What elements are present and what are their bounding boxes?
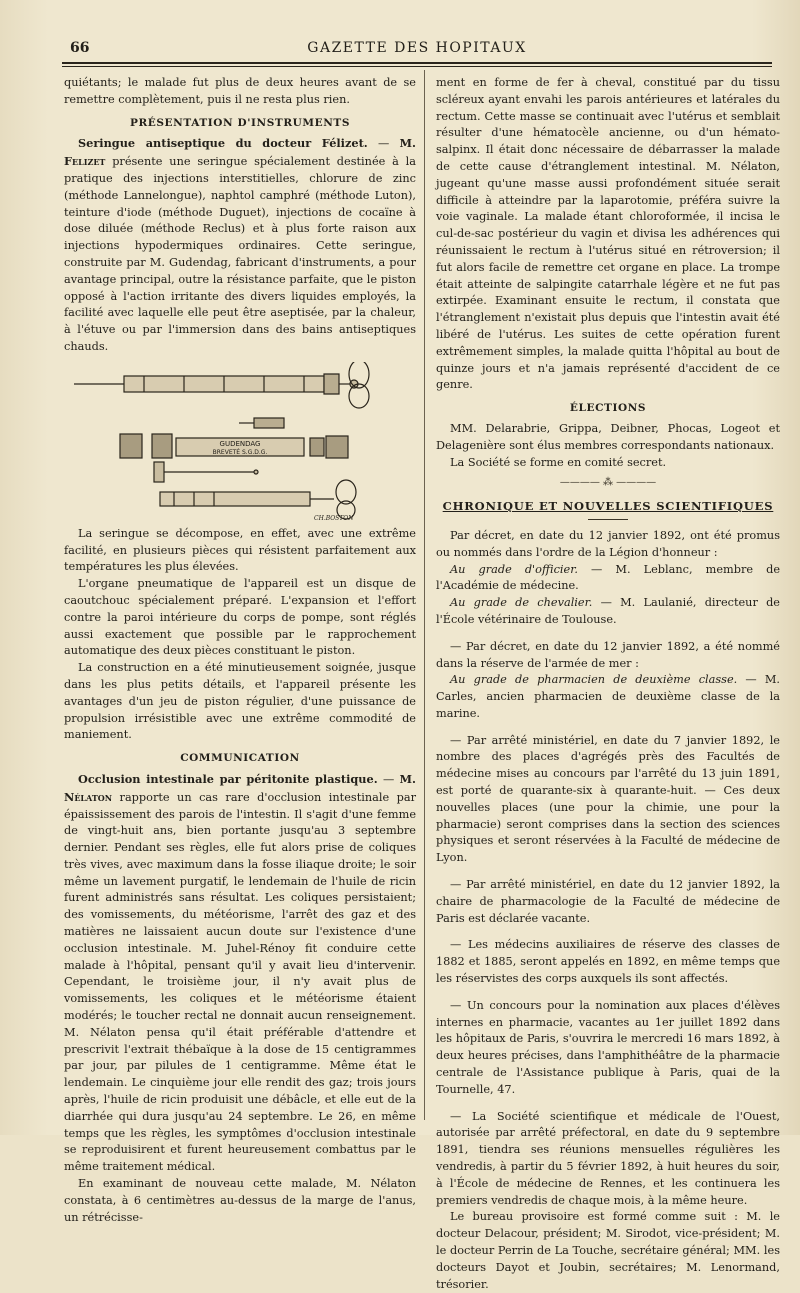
section-heading: PRÉSENTATION D'INSTRUMENTS xyxy=(129,116,351,129)
short-rule xyxy=(588,519,628,520)
paragraph: Occlusion intestinale par péritonite plastique. — M. Nélaton rapporte un cas rare d'occlusion intestinale par épaississement des parois de l'intestin. Il s'agit d'une femme de vingt-huit ans, bien portante jusqu'au 3 septembre dernier. Pendant ses règles, elle fut alors prise de coliques très vives, avec maximum dans la fosse iliaque droite; le soir même un lavement purgatif, le lendemain de l'huile de ricin furent administrés sans résultat. Les coliques persistaient; des vomissements, du météorisme, l'arrêt des gaz et des matières ne laissaient aucun doute sur l'existence d'une occlusion intestinale. M. Juhel-Rénoy fit conduire cette malade à l'hôpital, pensant qu'il y avait lieu d'intervenir. Cependant, le troisième jour, il n'y avait plus de vomissements, les coliques et le météorisme étaient modérés; le toucher rectal ne donnait aucun renseignement. M. Nélaton pensa qu'il était préférable d'attendre et prescrivit l'extrait thébaïque à la dose de 15 centigrammes par jour, par pilules de 1 centigramme. Même état le lendemain. Le cinquième jour elle rendit des gaz; trois jours après, l'huile de ricin produisit une débâcle, et elle eut de la diarrhée qui dura jusqu'au 24 septembre. Le 26, en même temps que les règles, les symptômes d'occlusion intestinale se reproduisirent et furent heureusement combattus par le même traitement médical. xyxy=(64,771,416,1174)
paragraph: quiétants; le malade fut plus de deux heures avant de se remettre complètement, puis il ne resta plus rien. xyxy=(64,76,416,106)
header-rule-thin xyxy=(62,66,772,67)
journal-title: GAZETTE DES HOPITAUX xyxy=(307,40,527,56)
paragraph: La construction en a été minutieusement soignée, jusque dans les plus petits détails, et l'appareil présente les avantages d'un jeu de piston régulier, d'une puissance de propulsion irrésistible avec une extrême commodité de maniement. xyxy=(64,661,416,742)
column-divider xyxy=(424,70,425,1120)
header-rule xyxy=(62,62,772,64)
section-heading: COMMUNICATION xyxy=(180,752,300,765)
author-name: M. Nélaton xyxy=(64,771,416,804)
paragraph: — Un concours pour la nomination aux places d'élèves internes en pharmacie, vacantes au 1er juillet 1892 dans les hôpitaux de Paris, s'ouvrira le mercredi 16 mars 1892, à deux heures précises, dans l'amphithéâtre de la pharmacie centrale de l'Assistance publique à Paris, quai de la Tournelle, 47. xyxy=(436,998,780,1096)
right-column xyxy=(436,75,780,1293)
syringe-figure xyxy=(64,362,416,522)
article-title: Occlusion intestinale par péritonite plastique. xyxy=(78,771,378,786)
paragraph: ment en forme de fer à cheval, constitué par du tissu scléreux ayant envahi les parois antérieures et latérales du rectum. Cette masse se continuait avec l'utérus et semblait résulter d'une hématocèle ancienne, ou d'un hémato-salpinx. Il était donc nécessaire de débarrasser la malade de cette cause d'étranglement intestinal. M. Nélaton, jugeant qu'une masse aussi profondément située serait difficile à atteindre par la laparotomie, préféra suivre la voie vaginale. La malade étant chloroformée, il incisa le cul-de-sac postérieur du vagin et divisa les adhérences qui réunissaient le rectum à l'utérus situé en rétroversion; il fut alors facile de remettre cet organe en place. La trompe était atteinte de salpingite catarrhale légère et ne fut pas extirpée. Examinant ensuite le rectum, il constata que l'étranglement n'existait plus depuis que l'intestin avait été libéré de l'utérus. Les suites de cette opération furent extrêmement simples, la malade quitta l'hôpital au bout de quinze jours et n'a jamais représenté d'accident de ce genre. xyxy=(436,76,780,392)
page-number: 66 xyxy=(70,40,90,56)
left-column xyxy=(64,75,416,1226)
paragraph: La Société se forme en comité secret. xyxy=(450,455,667,469)
section-heading: CHRONIQUE ET NOUVELLES SCIENTIFIQUES xyxy=(442,499,774,514)
paragraph: — Par arrêté ministériel, en date du 12 janvier 1892, la chaire de pharmacologie de la Faculté de médecine de Paris est déclarée vacante. xyxy=(436,878,780,925)
paragraph: — Par arrêté ministériel, en date du 7 janvier 1892, le nombre des places d'agrégés près des Facultés de médecine mises au concours par l'arrêté du 13 juin 1891, est porté de quarante-six à quarante-huit. — Ces deux nouvelles places (une pour la chimie, une pour la pharmacie) seront comprises dans la section des sciences physiques et seront réservées à la Faculté de médecine de Lyon. xyxy=(436,733,780,865)
paragraph: Au grade de pharmacien de deuxième classe. — M. Carles, ancien pharmacien de deuxième classe de la marine. xyxy=(436,673,781,720)
paragraph: Seringue antiseptique du docteur Félizet. — M. Felizet présente une seringue spécialement destinée à la pratique des injections interstitielles, chlorure de zinc (méthode Lannelongue), naphtol camphré (méthode Luton), teinture d'iode (méthode Duguet), injections de cocaïne à dose diluée (méthode Reclus) et à plus forte raison aux injections hypodermiques ordinaires. Cette seringue, construite par M. Gudendag, fabricant d'instruments, a pour avantage principal, outre la résistance parfaite, que le piston opposé à l'action irritante des divers liquides employés, la facilité avec laquelle elle peut être aseptisée, par la chaleur, à l'étuve ou par l'immersion dans des bains antiseptiques chauds. xyxy=(64,136,416,353)
page-header xyxy=(62,38,772,60)
section-heading: ÉLECTIONS xyxy=(569,402,647,415)
engraver-signature: CH.BOSTON xyxy=(314,514,354,522)
paragraph: Le bureau provisoire est formé comme suit : M. le docteur Delacour, président; M. Sirodot, vice-président; M. le docteur Perrin de La Touche, secrétaire général; MM. les docteurs Dayot et Joubin, secrétaires; M. Lenormand, trésorier. xyxy=(436,1210,780,1291)
paragraph: Au grade de chevalier. — M. Laulanié, directeur de l'École vétérinaire de Toulouse. xyxy=(436,596,780,626)
author-name: M. Felizet xyxy=(64,136,416,169)
paragraph: — Les médecins auxiliaires de réserve des classes de 1882 et 1885, seront appelés en 1892, en même temps que les réservistes des corps auxquels ils sont affectés. xyxy=(436,938,780,986)
figure-label: GUDENDAG xyxy=(219,439,261,448)
paragraph: Par décret, en date du 12 janvier 1892, ont été promus ou nommés dans l'ordre de la Légion d'honneur : xyxy=(436,528,780,559)
paragraph: MM. Delarabrie, Grippa, Deibner, Phocas, Logeot et Delagenière sont élus membres correspondants nationaux. xyxy=(436,421,780,452)
paragraph: L'organe pneumatique de l'appareil est un disque de caoutchouc spécialement préparé. L'expansion et l'effort contre la paroi intérieure du corps de pompe, sont réglés aussi exactement que possible par le rapprochement automatique des deux pièces constituant le piston. xyxy=(64,577,416,658)
paragraph: En examinant de nouveau cette malade, M. Nélaton constata, à 6 centimètres au-dessus de la marge de l'anus, un rétrécisse- xyxy=(64,1177,416,1224)
syringe-illustration xyxy=(64,362,416,522)
paragraph: La seringue se décompose, en effet, avec une extrême facilité, en plusieurs pièces qui résistent parfaitement aux températures les plus élevées. xyxy=(64,526,416,574)
paragraph: — La Société scientifique et médicale de l'Ouest, autorisée par arrêté préfectoral, en date du 9 septembre 1891, tiendra ses réunions mensuelles régulières les vendredis, à partir du 5 février 1892, à huit heures du soir, à l'École de médecine de Rennes, et les continuera les premiers vendredis de chaque mois, à la même heure. xyxy=(436,1109,780,1207)
figure-label: BREVETÉ S.G.D.G. xyxy=(212,448,268,456)
paragraph: — Par décret, en date du 12 janvier 1892, a été nommé dans la réserve de l'armée de mer : xyxy=(436,639,780,670)
ornament-divider: ———— ⁂ ———— xyxy=(559,477,657,489)
article-title: Seringue antiseptique du docteur Félizet. xyxy=(78,136,368,151)
paragraph: Au grade d'officier. — M. Leblanc, membre de l'Académie de médecine. xyxy=(436,562,781,593)
